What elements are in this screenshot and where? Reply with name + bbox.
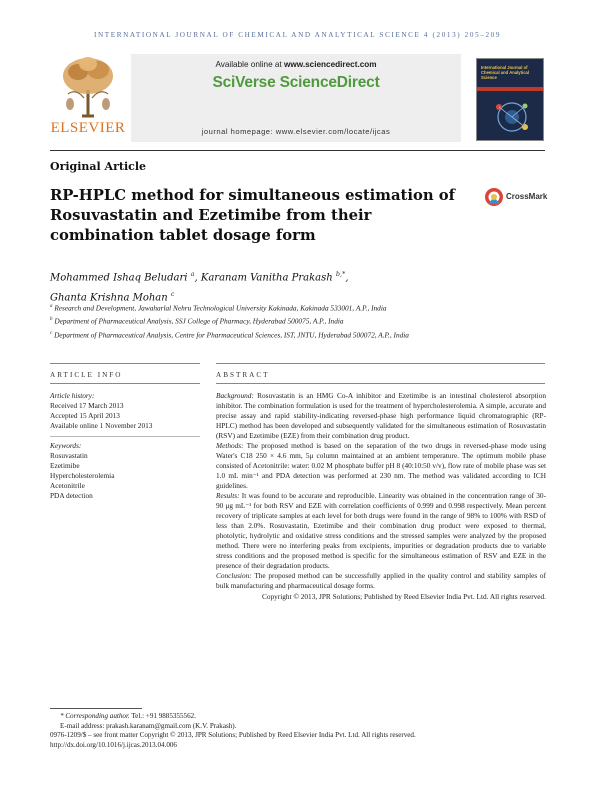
author-list: Mohammed Ishaq Beludari $^a$, Karanam Vanitha Prakash $^{b,*}$, Ghanta Krishna Mohan $^c$	[50, 270, 349, 304]
article-type: Original Article	[50, 160, 147, 173]
abstract-heading-rule	[216, 383, 545, 384]
issn-line: 0976-1209/$ – see front matter Copyright © 2013, JPR Solutions; Published by Reed Elsevier India Pvt. Ltd. All rights reserved.	[50, 731, 416, 740]
abstract-methods: Methods: The proposed method is based on the separation of the two drugs in reversed-phase mode using Water's C18 250 × 4.6 mm, 5μ column maintained at an ambient temperature. The optimum mobile phase consisted of Acetonitrile: water: 0.02 M phosphate buffer pH 8 (40:10:50 v/v), flow rate of mobile phase was set 1.0 mL min⁻¹ and PDA detection was performed at 230 nm. The method was validated according to ICH guidelines.	[216, 441, 546, 490]
elsevier-logo[interactable]	[50, 54, 126, 142]
info-top-rule	[50, 363, 200, 364]
article-title	[50, 186, 470, 246]
cover-title: International Journal of Chemical and Analytical Science	[481, 65, 530, 80]
article-info-heading: ARTICLE INFO	[50, 371, 123, 379]
cover-molecule-icon	[487, 97, 537, 137]
affiliation-item: $^a$ Research and Development, Jawaharlal Nehru Technological University Kakinada, Kakinada 533001, A.P., India	[50, 303, 387, 313]
keyword-item[interactable]: Hypercholesterolemia	[50, 470, 115, 480]
email-line: E-mail address: prakash.karanam@gmail.com (K.V. Prakash).	[60, 721, 237, 730]
elsevier-wordmark: ELSEVIER	[50, 120, 126, 136]
crossmark-label: CrossMark	[506, 192, 548, 201]
doi-link[interactable]: http://dx.doi.org/10.1016/j.ijcas.2013.04.006	[50, 740, 177, 749]
info-divider	[50, 436, 200, 437]
keyword-item[interactable]: Acetonitrile	[50, 480, 85, 490]
available-online-text: Available online at www.sciencedirect.com	[215, 60, 377, 69]
sciverse-logo[interactable]: SciVerse ScienceDirect	[212, 74, 380, 91]
affiliation-item: $^b$ Department of Pharmaceutical Analysis, SSJ College of Pharmacy, Hyderabad 500075, A.P., India	[50, 316, 344, 326]
author-name[interactable]: Karanam Vanitha Prakash	[200, 272, 333, 284]
crossmark-badge[interactable]	[484, 186, 546, 210]
affiliation-item: $^c$ Department of Pharmaceutical Analysis, Centre for Pharmaceutical Sciences, IST, JNTU, Hyderabad 500072, A.P., India	[50, 330, 409, 340]
crossmark-icon	[484, 186, 504, 210]
history-item: Available online 1 November 2013	[50, 421, 153, 430]
history-item: Received 17 March 2013	[50, 401, 124, 410]
keyword-item[interactable]: PDA detection	[50, 490, 93, 500]
author-name[interactable]: Ghanta Krishna Mohan	[50, 292, 168, 304]
footnotes	[50, 712, 545, 750]
author-name[interactable]: Mohammed Ishaq Beludari	[50, 272, 188, 284]
journal-running-header: INTERNATIONAL JOURNAL OF CHEMICAL AND ANALYTICAL SCIENCE 4 (2013) 205–209	[93, 31, 502, 39]
title-line: RP-HPLC method for simultaneous estimation of	[50, 187, 456, 204]
keywords-label: Keywords:	[50, 440, 82, 450]
title-line: combination tablet dosage form	[50, 227, 316, 244]
abstract-conclusion: Conclusion: The proposed method can be successfully applied in the quality control and stability samples of bulk manufacturing and pharmaceutical dosage forms.	[216, 571, 546, 590]
affiliation-list	[50, 302, 490, 342]
sciencedirect-link[interactable]: www.sciencedirect.com	[284, 60, 377, 69]
sciencedirect-banner	[131, 54, 461, 142]
cover-band	[477, 87, 544, 91]
elsevier-tree-icon	[58, 54, 118, 118]
author-affiliation-mark[interactable]: c	[170, 290, 175, 299]
journal-cover-image[interactable]	[476, 58, 544, 141]
title-line: Rosuvastatin and Ezetimibe from their	[50, 207, 372, 224]
abstract-top-rule	[216, 363, 545, 364]
history-item: Accepted 15 April 2013	[50, 411, 120, 420]
keyword-item[interactable]: Rosuvastatin	[50, 450, 88, 460]
abstract-background: Background: Rosuvastatin is an HMG Co-A inhibitor and Ezetimibe is an intestinal cholesterol absorption inhibitor. The combination formulation is used for the treatment of hypercholesterolemia. A simple, accurate and precise assay and rapid stability-indicating reversed-phase high performance liquid chromatographic (RP-HPLC) method has been developed and subsequently validated for the simultaneous estimation of Rosuvastatin (RSV) and Ezetimibe (EZE) from their combination drug product.	[216, 391, 546, 440]
info-heading-rule	[50, 383, 200, 384]
keyword-item[interactable]: Ezetimibe	[50, 460, 80, 470]
abstract-body	[216, 391, 546, 602]
article-info-panel	[50, 391, 200, 501]
email-link[interactable]: prakash.karanam@gmail.com (K.V. Prakash).	[106, 721, 237, 730]
abstract-results: Results: It was found to be accurate and reproducible. Linearity was obtained in the concentration range of 30-90 μg mL⁻¹ for both RSV and EZE with correlation coefficients of 0.999 and 0.998 respectively. Mean percent recovery of triplicate samples at each level for both drugs were found in the range of 98% to 100% with RSD of less than 2.0%. Rosuvastatin, Ezetimibe and their combination drug product were exposed to thermal, photolytic, hydrolytic and oxidative stress conditions and the stressed samples were analyzed by the proposed method. There were no interfering peaks from excipients, impurities or degradation products due to variable stress conditions and the proposed method is specific for the simultaneous estimation of RSV and EZE in the presence of their degradation products.	[216, 491, 547, 570]
journal-homepage[interactable]: journal homepage: www.elsevier.com/locate/ijcas	[201, 127, 391, 136]
author-affiliation-mark[interactable]: b,*	[335, 270, 346, 278]
corresponding-author: * Corresponding author. Tel.: +91 9885355562.	[60, 712, 196, 720]
abstract-copyright: Copyright © 2013, JPR Solutions; Published by Reed Elsevier India Pvt. Ltd. All rights reserved.	[261, 592, 546, 601]
author-affiliation-mark[interactable]: a	[190, 270, 195, 278]
abstract-heading: ABSTRACT	[216, 371, 270, 379]
footnote-rule	[50, 708, 142, 709]
header-divider	[50, 150, 545, 151]
history-label: Article history:	[50, 391, 95, 400]
